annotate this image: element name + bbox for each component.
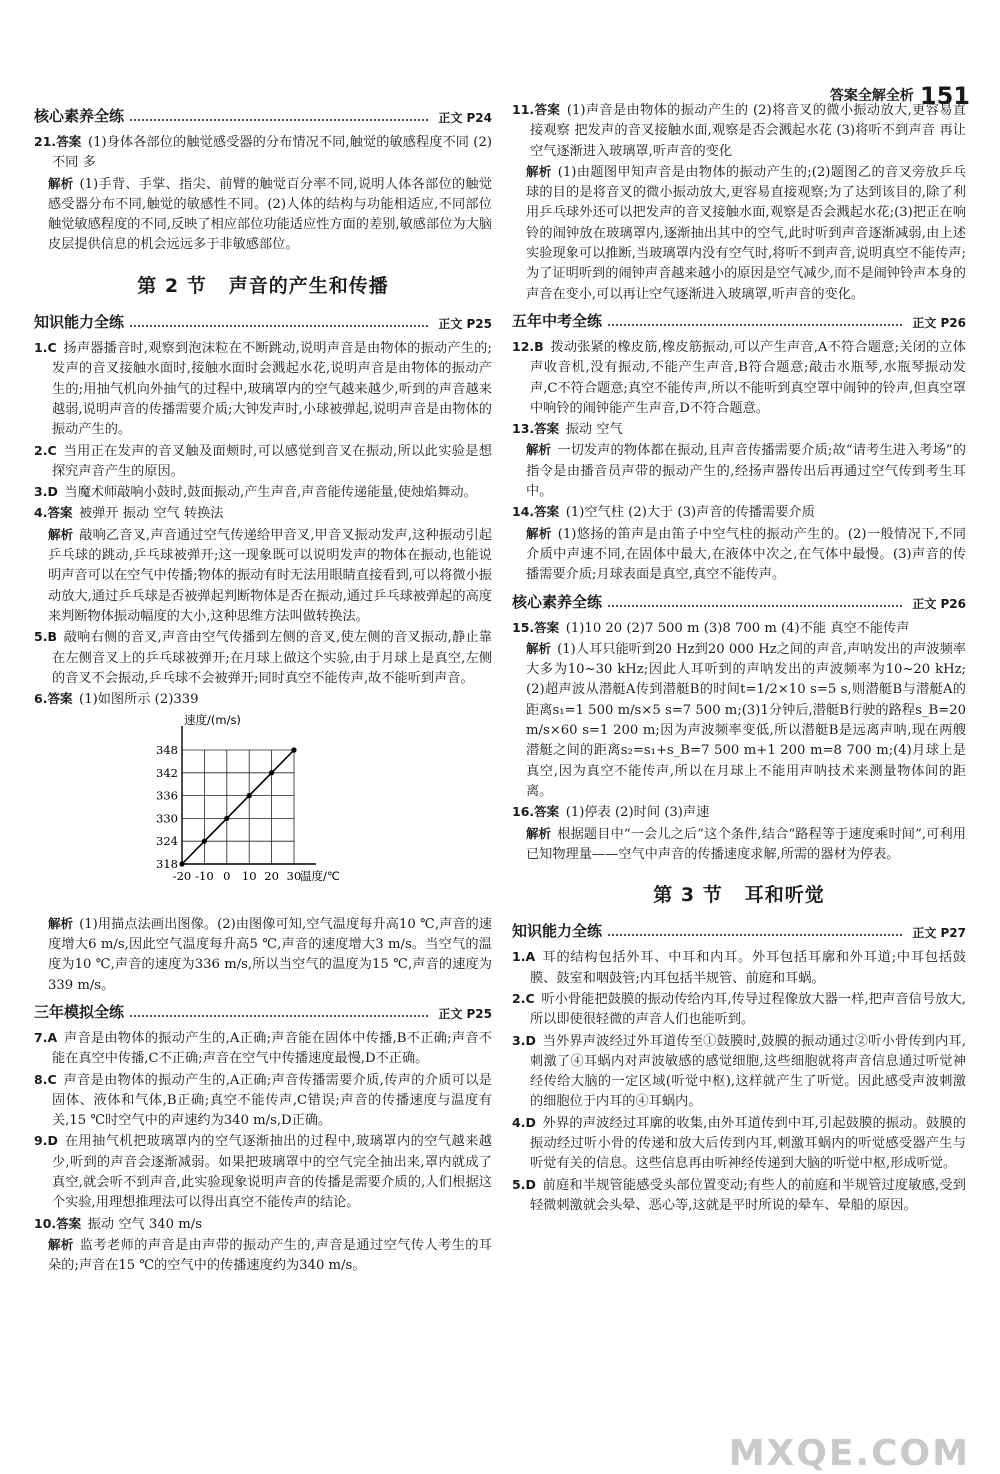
answer-number: 21.答案 — [34, 134, 82, 149]
answer-text: (1)停表 (2)时间 (3)声速 — [565, 805, 710, 821]
answer-text: 敲响右侧的音叉,声音由空气传播到左侧的音叉,使左侧的音叉振动,静止靠在左侧音叉上的乒乓球被弹开;在月球上做这个实验,由于月球上是真空,左侧的音叉不会振动,乒乓球不会被弹开;同时真空不能传声,故不能听到声音。 — [52, 630, 492, 686]
chapter-name: 声音的产生和传播 — [228, 274, 389, 297]
section-title: 五年中考全练 — [512, 311, 606, 331]
explanation-text: 一切发声的物体都在振动,且声音传播需要介质;故“请考生进入考场”的指令是由播音员声带的振动产生的,经扬声器传出后再通过空气传到考生耳中。 — [526, 443, 966, 500]
answer-number: 2.C — [512, 990, 535, 1006]
answer-item — [512, 802, 966, 823]
answer-number: 2.C — [34, 442, 57, 458]
chapter-number: 第 3 节 — [653, 884, 723, 907]
explanation — [34, 174, 492, 256]
answer-text: (1)声音是由物体的振动产生的 (2)将音叉的微小振动放大,更容易直接观察 把发声的音叉接触水面,观察是否会溅起水花 (3)将听不到声音 再让空气逐渐进入玻璃罩,听声音的变化 — [530, 103, 966, 159]
y-tick-label: 336 — [156, 789, 178, 804]
data-point — [202, 839, 207, 844]
answer-text: 振动 空气 — [565, 422, 623, 438]
answer-text: 当外界声波经过外耳道传至①鼓膜时,鼓膜的振动通过②听小骨传到内耳,刺激了④耳蜗内对声波敏感的感觉细胞,这些细胞就将声音信息通过听觉神经传给大脑的一定区域(听觉中枢),这样就产生了听觉。因此感受声波刺激的细胞位于内耳的④耳蜗内。 — [530, 1033, 966, 1110]
answer-text: 当魔术师敲响小鼓时,鼓面振动,产生声音,声音能传递能量,使烛焰舞动。 — [64, 485, 477, 501]
data-point — [247, 793, 252, 798]
answer-text: (1)10 20 (2)7 500 m (3)8 700 m (4)不能 真空不能传声 — [565, 620, 910, 636]
answer-number: 3.D — [34, 484, 58, 500]
section-title: 知识能力全练 — [512, 921, 606, 941]
x-axis-label: 温度/℃ — [300, 869, 340, 884]
answer-text: (1)如图所示 (2)339 — [79, 692, 199, 708]
explanation — [512, 440, 966, 502]
explanation-label: 解析 — [526, 825, 552, 841]
data-point — [269, 771, 274, 776]
explanation — [512, 639, 966, 802]
answer-item — [512, 419, 966, 440]
answer-number: 4.D — [512, 1114, 536, 1130]
section-title: 核心素养全练 — [512, 592, 606, 612]
answer-text: 前庭和半规管能感受头部位置变动;有些人的前庭和半规管过度敏感,受到轻微刺激就会头晕、恶心等,这就是平时所说的晕车、晕船的原因。 — [530, 1177, 966, 1213]
y-tick-label: 324 — [156, 834, 178, 849]
chapter-title — [34, 276, 492, 296]
explanation-text: (1)悠扬的笛声是由笛子中空气柱的振动产生的。(2)一般情况下,不同介质中声速不同,在固体中最大,在液体中次之,在气体中最慢。(3)声音的传播需要介质;月球表面是真空,真空不能传声。 — [526, 526, 966, 583]
answer-item — [512, 502, 966, 523]
data-point — [179, 862, 184, 867]
answer-text: 听小骨能把鼓膜的振动传给内耳,传导过程像放大器一样,把声音信号放大,所以即使很轻微的声音人们也能听到。 — [530, 991, 966, 1028]
explanation — [512, 162, 966, 305]
answer-item — [512, 100, 966, 162]
x-tick-label: -10 — [195, 869, 214, 884]
explanation — [512, 824, 966, 866]
answer-item — [34, 1214, 492, 1235]
answer-item — [512, 618, 966, 639]
section-header — [34, 106, 492, 132]
answer-item — [512, 337, 966, 419]
answer-number: 16.答案 — [512, 804, 560, 820]
section-page-ref: 正文 P27 — [912, 926, 966, 941]
explanation — [34, 914, 492, 996]
answer-item — [34, 503, 492, 524]
answer-number: 6.答案 — [34, 691, 73, 707]
explanation-text: (1)由题图甲知声音是由物体的振动产生的;(2)题图乙的音叉旁放乒乓球的目的是将音叉的微小振动放大,更容易直接观察;为了达到该目的,除了利用乒乓球外还可以把发声的音叉接触水面,观察是否会溅起水花;(3)把正在响铃的闹钟放在玻璃罩内,逐渐抽出其中的空气,此时听到声音逐渐减弱,由上述实验现象可以推断,当玻璃罩内没有空气时,将听不到声音,说明真空不能传声;为了证明听到的闹钟声音越来越小的原因是空气减少,而不是闹钟铃声本身的声音在变小,可以再让空气逐渐进入玻璃罩,听声音的变化。 — [526, 164, 966, 302]
answer-item — [512, 947, 966, 989]
answer-item — [34, 1028, 492, 1070]
y-tick-label: 348 — [156, 743, 178, 758]
answer-text: 拨动张紧的橡皮筋,橡皮筋振动,可以产生声音,A不符合题意;关闭的立体声收音机,没有振动,不能产生声音,B符合题意;敲击水瓶琴,水瓶琴振动发声,C不符合题意;真空不能传声,所以不能听到真空罩中闹钟的铃声,但真空罩中响铃的闹钟能产生声音,D不符合题意。 — [530, 339, 966, 416]
explanation-text: 敲响乙音叉,声音通过空气传递给甲音叉,甲音叉振动发声,这种振动引起乒乓球的跳动,乒乓球被弹开;这一现象既可以说明发声的物体在振动,也能说明声音可以在空气中传播;物体的振动有时无法用眼睛直接看到,可以将微小振动放大,通过乒乓球是否被弹起判断物体是否在振动,通过乒乓球被弹起的高度来判断物体振动幅度的大小,这种思维方法叫做转换法。 — [48, 527, 492, 624]
answer-item — [34, 689, 492, 710]
left-column — [34, 100, 492, 1276]
section-header — [34, 1002, 492, 1028]
answer-item — [34, 1070, 492, 1132]
section-title: 核心素养全练 — [34, 106, 128, 126]
answer-number: 13.答案 — [512, 421, 560, 437]
answer-text: 在用抽气机把玻璃罩内的空气逐渐抽出的过程中,玻璃罩内的空气越来越少,听到的声音会逐渐减弱。如果把玻璃罩中的空气完全抽出来,罩内就成了真空,就会听不到声音,此实验现象说明声音的传播是需要介质的,人们根据这个实验,用理想推理法可以得出真空不能传声的结论。 — [52, 1134, 492, 1211]
section-page-ref: 正文 P26 — [912, 596, 966, 611]
answer-item — [34, 441, 492, 483]
explanation — [34, 525, 492, 627]
header-title: 答案全解全析 — [829, 88, 914, 104]
watermark: MXQE.COM — [728, 1432, 970, 1474]
answer-text: (1)身体各部位的触觉感受器的分布情况不同,触觉的敏感程度不同 (2)不同 多 — [52, 135, 492, 171]
answer-text: 扬声器播音时,观察到泡沫粒在不断跳动,说明声音是由物体的振动产生的;发声的音叉接触水面时,接触水面时会溅起水花,说明声音是由物体的振动产生的;用抽气机向外抽气的过程中,玻璃罩内的空气越来越少,听到的声音越来越弱,说明声音的传播需要介质;大钟发声时,小球被弹起,说明声音是由物体的振动产生的。 — [52, 341, 492, 438]
answer-number: 12.B — [512, 338, 544, 354]
x-tick-label: 10 — [241, 869, 257, 884]
explanation — [512, 524, 966, 586]
data-point — [224, 816, 229, 821]
answer-item — [512, 989, 966, 1031]
y-axis-label: 速度/(m/s) — [184, 713, 241, 728]
answer-text: 声音是由物体的振动产生的,A正确;声音能在固体中传播,B不正确;声音不能在真空中传播,C不正确;声音在空气中传播速度最慢,D不正确。 — [52, 1030, 492, 1067]
section-header — [512, 921, 966, 947]
answer-item — [34, 1131, 492, 1213]
answer-number: 4.答案 — [34, 505, 73, 521]
section-page-ref: 正文 P26 — [912, 315, 966, 330]
data-line — [182, 750, 294, 864]
answer-item — [512, 1175, 966, 1217]
explanation-label: 解析 — [48, 526, 74, 542]
explanation-label: 解析 — [48, 1236, 74, 1252]
explanation-label: 解析 — [526, 163, 552, 179]
section-page-ref: 正文 P24 — [438, 111, 492, 125]
answer-number: 5.D — [512, 1176, 536, 1192]
answer-number: 11.答案 — [512, 102, 561, 117]
answer-item — [34, 338, 492, 440]
answer-item — [34, 627, 492, 689]
explanation-text: (1)人耳只能听到20 Hz到20 000 Hz之间的声音,声呐发出的声波频率大多为10~30 kHz;因此人耳听到的声呐发出的声波频率为10~20 kHz;(2)超声波从潜艇A传到潜艇B的时间t=1/2×10 s=5 s,则潜艇B与潜艇A的距离s₁=1 500 m/s×5 s=7 500 m;(3)1分钟后,潜艇B行驶的路程s_B=20 m/s×60 s=1 200 m;因为声波频率变低,所以潜艇B是远离声呐,现在两艘潜艇之间的距离s₂=s₁+s_B=7 500 m+1 200 m=8 700 m;(4)月球上是真空,因为真空不能传声,所以在月球上不能用声呐技术来测量物体间的距离。 — [526, 641, 966, 799]
answer-number: 14.答案 — [512, 504, 560, 520]
answer-item — [512, 1031, 966, 1113]
section-header — [34, 312, 492, 338]
answer-number: 9.D — [34, 1133, 58, 1149]
chapter-number: 第 2 节 — [137, 274, 207, 297]
answer-number: 1.C — [34, 340, 57, 356]
answer-number: 5.B — [34, 629, 57, 645]
section-title: 三年模拟全练 — [34, 1002, 128, 1022]
answer-text: (1)空气柱 (2)大于 (3)声音的传播需要介质 — [565, 505, 815, 521]
answer-text: 外界的声波经过耳廓的收集,由外耳道传到中耳,引起鼓膜的振动。鼓膜的振动经过听小骨的传递和放大后传到内耳,刺激耳蜗内的听觉感受器产生与听觉有关的信息。这些信息再由听神经传递到大脑的听觉中枢,形成听觉。 — [530, 1115, 966, 1172]
x-tick-label: -20 — [172, 869, 192, 884]
explanation-label: 解析 — [526, 640, 552, 656]
section-page-ref: 正文 P25 — [438, 1006, 492, 1021]
section-header — [512, 592, 966, 618]
section-page-ref: 正文 P25 — [438, 317, 492, 332]
y-tick-label: 330 — [156, 811, 178, 826]
x-tick-label: 30 — [286, 869, 302, 884]
y-tick-label: 342 — [156, 766, 178, 781]
explanation-text: 根据题目中“一会儿之后”这个条件,结合“路程等于速度乘时间”,可利用已知物理量——空气中声音的传播速度求解,所需的器材为停表。 — [526, 826, 966, 862]
answer-number: 3.D — [512, 1032, 536, 1048]
explanation-text: (1)用描点法画出图像。(2)由图像可知,空气温度每升高10 ℃,声音的速度增大6 m/s,因此空气温度每升高5 ℃,声音的速度增大3 m/s。当空气的温度为10 ℃,声音的速度为336 m/s,所以当空气的温度为15 ℃,声音的速度为339 m/s。 — [48, 916, 492, 993]
chart-figure — [134, 712, 492, 909]
answer-item — [34, 132, 492, 174]
answer-number: 10.答案 — [34, 1215, 82, 1231]
explanation-label: 解析 — [526, 525, 552, 541]
explanation-label: 解析 — [526, 442, 552, 458]
answer-text: 当用正在发声的音叉触及面颊时,可以感觉到音叉在振动,所以此实验是想探究声音产生的原因。 — [52, 443, 492, 479]
explanation-text: (1)手背、手掌、指尖、前臂的触觉百分率不同,说明人体各部位的触觉感受器分布不同,触觉的敏感性不同。(2)人体的结构与功能相适应,不同部位触觉敏感程度的不同,反映了相应部位功能适应性方面的差别,敏感部位为大脑皮层提供信息的机会远远多于非敏感部位。 — [48, 176, 492, 253]
answer-number: 8.C — [34, 1071, 57, 1087]
page-number: 151 — [919, 82, 970, 110]
x-tick-label: 0 — [223, 869, 231, 884]
answer-text: 声音是由物体的振动产生的,A正确;声音传播需要介质,传声的介质可以是固体、液体和气体,B正确;真空不能传声,C错误;声音的传播速度与温度有关,15 ℃时空气中的声速约为340 m/s,D正确。 — [52, 1072, 492, 1129]
answer-item — [34, 482, 492, 503]
explanation-label: 解析 — [48, 175, 74, 191]
answer-text: 耳的结构包括外耳、中耳和内耳。外耳包括耳廓和外耳道;中耳包括鼓膜、鼓室和咽鼓管;内耳包括半规管、前庭和耳蜗。 — [530, 950, 966, 986]
data-point — [291, 748, 296, 753]
answer-number: 15.答案 — [512, 619, 560, 635]
answer-item — [512, 1113, 966, 1175]
right-column — [512, 100, 966, 1216]
section-title: 知识能力全练 — [34, 312, 128, 332]
speed-temperature-chart — [134, 712, 354, 902]
y-tick-label: 318 — [156, 857, 178, 872]
explanation-label: 解析 — [48, 915, 74, 931]
explanation-text: 监考老师的声音是由声带的振动产生的,声音是通过空气传人考生的耳朵的;声音在15 ℃的空气中的传播速度约为340 m/s。 — [48, 1237, 492, 1274]
answer-text: 被弹开 振动 空气 转换法 — [79, 506, 224, 522]
answer-number: 7.A — [34, 1029, 58, 1045]
chapter-title — [512, 885, 966, 905]
answer-number: 1.A — [512, 949, 536, 965]
x-tick-label: 20 — [264, 869, 279, 884]
explanation — [34, 1235, 492, 1277]
chapter-name: 耳和听觉 — [744, 884, 825, 907]
section-header — [512, 311, 966, 337]
answer-text: 振动 空气 340 m/s — [87, 1216, 202, 1232]
